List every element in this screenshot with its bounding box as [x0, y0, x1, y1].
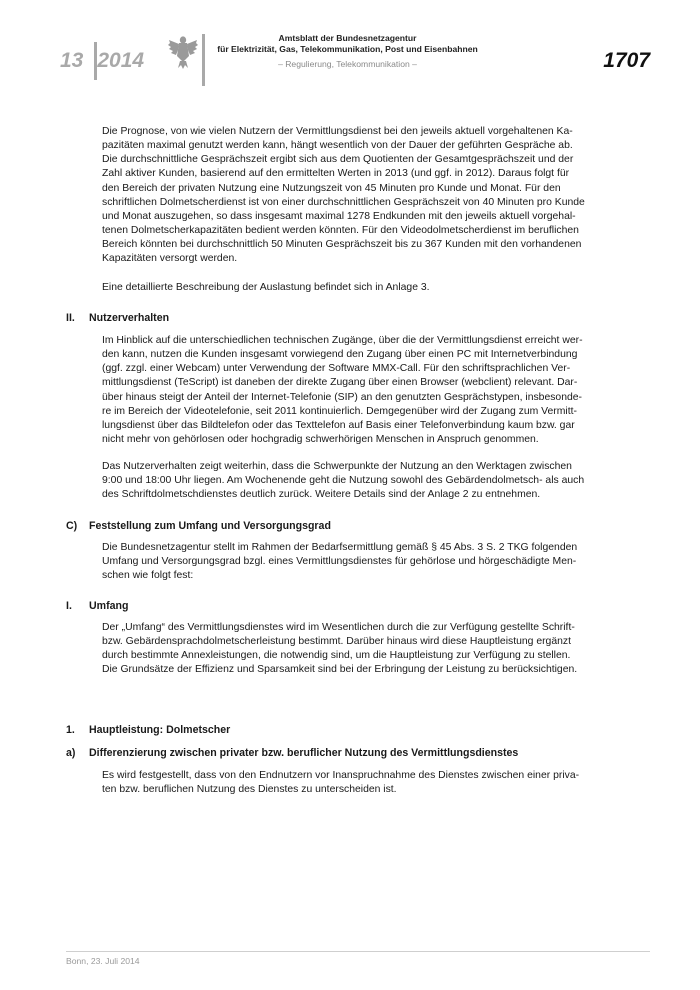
text-line: tenen Dolmetscherkapazitäten bedient werden könnten. Für den Videodolmetscherdienst im beruflichen	[102, 225, 579, 237]
gazette-title-line2: für Elektrizität, Gas, Telekommunikation, Post und Eisenbahnen	[217, 44, 478, 54]
text-line: und Monat auszugehen, so dass insgesamt maximal 1278 Endkunden mit den jeweils aktuell vorgehal-	[102, 210, 576, 222]
paragraph-bedarfsermittlung	[102, 541, 647, 583]
text-line: Eine detaillierte Beschreibung der Auslastung befindet sich in Anlage 3.	[102, 282, 430, 293]
paragraph-zugaenge	[102, 334, 647, 447]
text-line: re im Bereich der Videotelefonie, seit 2011 kontinuierlich. Demgegenüber wird der Zugang zum Vermitt-	[102, 405, 577, 417]
heading-feststellung	[66, 519, 331, 533]
page-number: 1707	[603, 49, 650, 72]
issue-number: 13	[60, 49, 84, 72]
heading-text: Umfang	[89, 600, 129, 612]
text-line: Die Grundsätze der Effizienz und Sparsamkeit sind bei der Erbringung der Leistung zu berücksichtigen.	[102, 664, 578, 676]
text-line: Es wird festgestellt, dass von den Endnutzern vor Inanspruchnahme des Dienstes zwischen einer priva-	[102, 770, 580, 781]
heading-text: Differenzierung zwischen privater bzw. beruflicher Nutzung des Vermittlungsdienstes	[89, 747, 519, 759]
text-line: pazitäten maximal genutzt werden kann, hängt wesentlich von der Dauer der geführten Gespräche ab.	[102, 140, 573, 152]
heading-nutzerverhalten	[66, 311, 169, 325]
text-line: Das Nutzerverhalten zeigt weiterhin, dass die Schwerpunkte der Nutzung an den Werktagen zwischen	[102, 461, 572, 472]
heading-differenzierung	[66, 746, 518, 760]
paragraph-schwerpunkte	[102, 460, 647, 502]
paragraph-umfang	[102, 621, 647, 678]
heading-text: Feststellung zum Umfang und Versorgungsgrad	[89, 520, 331, 532]
text-line: Die Bundesnetzagentur stellt im Rahmen der Bedarfsermittlung gemäß § 45 Abs. 3 S. 2 TKG folgenden	[102, 542, 578, 553]
text-line: Der „Umfang“ des Vermittlungsdienstes wird im Wesentlichen durch die zur Verfügung gestellte Schrift-	[102, 622, 575, 633]
text-line: schriftlichen Dolmetscherdienst ist von einer durchschnittlichen Gesprächszeit von 40 Minuten pro Kunde	[102, 196, 585, 208]
heading-number: a)	[66, 747, 76, 759]
paragraph-differenzierung	[102, 769, 647, 797]
gazette-subtitle: – Regulierung, Telekommunikation –	[278, 59, 417, 69]
paragraph-auslastung	[102, 281, 647, 295]
footer-divider	[66, 951, 650, 952]
text-line: des Schriftdolmetschdienstes deutlich zurück. Weitere Details sind der Anlage 2 zu entnehmen.	[102, 489, 541, 501]
text-line: schen wie folgt fest:	[102, 570, 194, 582]
text-line: nicht mehr von gehörlosen oder hochgradig schwerhörigen Menschen in Anspruch genommen.	[102, 434, 539, 446]
text-line: lungsdienst über das Bildtelefon oder das Texttelefon auf Basis einer Telefonverbindung kaum bzw. gar	[102, 419, 575, 431]
heading-number: 1.	[66, 724, 75, 736]
text-line: Bereich könnten bei durchschnittlich 50 Minuten Gesprächszeit bis zu 367 Kunden mit den vorhandenen	[102, 239, 582, 251]
text-line: Die durchschnittliche Gesprächszeit ergibt sich aus dem Quotienten der Gesamtgesprächszeit und der	[102, 154, 574, 166]
heading-number: C)	[66, 520, 78, 532]
paragraph-prognose	[102, 125, 647, 267]
heading-number: I.	[66, 600, 72, 612]
text-line: (ggf. zzgl. einer Webcam) unter Verwendung der Software MMX-Call. Für den schriftsprachlichen Ver-	[102, 363, 571, 375]
text-line: Im Hinblick auf die unterschiedlichen technischen Zugänge, über die der Vermittlungsdienst erreicht wer-	[102, 335, 583, 346]
header-divider	[202, 34, 205, 86]
footer-date: Bonn, 23. Juli 2014	[66, 956, 140, 966]
text-line: den Bereich der privaten Nutzung eine Nutzungszeit von 45 Minuten pro Kunde und Monat. Für den	[102, 182, 561, 194]
heading-number: II.	[66, 312, 75, 324]
issue-year	[60, 49, 144, 73]
text-line: ten bzw. beruflichen Nutzung des Dienstes zu unterscheiden ist.	[102, 784, 397, 796]
text-line: über hinaus steigt der Anteil der Internet-Telefonie (SIP) an den genutzten Gesprächstypen, insbesonde-	[102, 391, 582, 403]
header-divider	[94, 42, 97, 80]
issue-year-value: 2014	[97, 49, 145, 72]
text-line: 9:00 und 18:00 Uhr liegen. Am Wochenende geht die Nutzung sowohl des Gebärdendolmetsch- als auch	[102, 475, 585, 487]
gazette-title: Amtsblatt der Bundesnetzagentur	[278, 33, 417, 43]
text-line: Umfang und Versorgungsgrad bzgl. eines Vermittlungsdienstes für gehörlose und hörgeschädigte Men-	[102, 556, 577, 568]
heading-text: Hauptleistung: Dolmetscher	[89, 724, 231, 736]
text-line: Kapazitäten versorgt werden.	[102, 253, 238, 265]
heading-umfang	[66, 599, 128, 613]
text-line: mittlungsdienst (TeScript) ist daneben der direkte Zugang über einen Browser (webclient) relevant. Dar-	[102, 377, 578, 389]
federal-eagle-icon	[167, 34, 199, 70]
text-line: durch bestimmte Annexleistungen, die notwendig sind, um die Hauptleistung zur Verfügung zu stellen.	[102, 650, 571, 662]
text-line: den kann, nutzen die Kunden insgesamt vorwiegend den Zugang über einen PC mit Internetverbindung	[102, 349, 578, 361]
heading-text: Nutzerverhalten	[89, 312, 170, 324]
text-line: Die Prognose, von wie vielen Nutzern der Vermittlungsdienst bei den jeweils aktuell vorgehaltenen Ka-	[102, 126, 573, 137]
text-line: Zahl aktiver Kunden, basierend auf den ermittelten Werten in 2013 (und ggf. in 2012). Daraus folgt für	[102, 168, 570, 180]
text-line: bzw. Gebärdensprachdolmetscherleistung bestimmt. Darüber hinaus wird diese Hauptleistung ergänzt	[102, 636, 571, 648]
heading-hauptleistung	[66, 723, 230, 737]
